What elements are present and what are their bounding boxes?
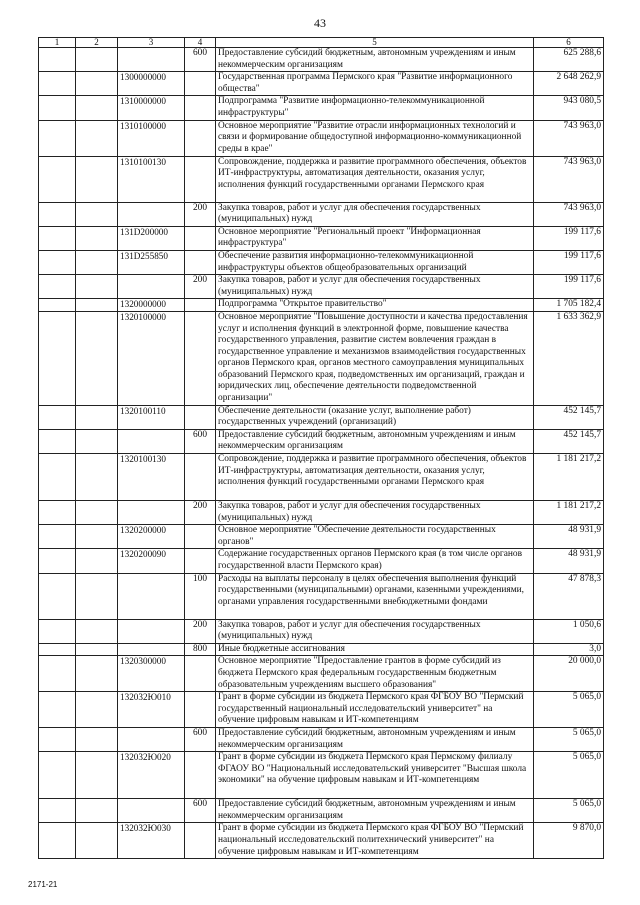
table-row: [39, 202, 604, 226]
col1-cell: [39, 823, 76, 859]
target-article-code: 1310100000: [118, 120, 185, 156]
expense-type-code: [185, 96, 216, 120]
target-article-code: 1320100000: [118, 311, 185, 405]
column-header: 1: [39, 38, 76, 48]
col1-cell: [39, 226, 76, 250]
table-row: [39, 405, 604, 429]
col1-cell: [39, 48, 76, 72]
target-article-code: 1320000000: [118, 299, 185, 312]
table-row: [39, 311, 604, 405]
target-article-code: 1320200000: [118, 525, 185, 549]
item-name: Закупка товаров, работ и услуг для обеспечения государственных (муниципальных) нужд: [216, 501, 534, 525]
table-row: [39, 275, 604, 299]
expense-type-code: [185, 525, 216, 549]
amount: 743 963,0: [534, 156, 604, 202]
col1-cell: [39, 250, 76, 274]
table-row: [39, 619, 604, 643]
expense-type-code: [185, 226, 216, 250]
target-article-code: [118, 643, 185, 656]
table-row: [39, 156, 604, 202]
document-footer-code: 2171-21: [28, 880, 58, 889]
amount: 452 145,7: [534, 429, 604, 453]
col2-cell: [76, 692, 118, 728]
item-name: Основное мероприятие "Развитие отрасли информационных технологий и связи и формирование общедоступной информационно-коммуникационной среды в крае": [216, 120, 534, 156]
item-name: Основное мероприятие "Повышение доступности и качества предоставления услуг и исполнения функций в электронной форме, повышение качества государственного управления, развитие систем вовлечения граждан в государственное управление и механизмов взаимодействия государственных органов Пермского края, органов местного самоуправления муниципальных образований Пермского края, подведомственных им организаций, граждан и юридических лиц, обеспечение деятельности подведомственной организации": [216, 311, 534, 405]
target-article-code: [118, 202, 185, 226]
expense-type-code: [185, 752, 216, 799]
item-name: Сопровождение, поддержка и развитие программного обеспечения, объектов ИТ-инфраструктуры, автоматизация деятельности, оказания услуг, исполнения функций государственными органами Пермского края: [216, 156, 534, 202]
expense-type-code: [185, 299, 216, 312]
amount: 2 648 262,9: [534, 72, 604, 96]
budget-table: [38, 37, 604, 859]
amount: 625 288,6: [534, 48, 604, 72]
table-row: [39, 752, 604, 799]
item-name: Расходы на выплаты персоналу в целях обеспечения выполнения функций государственными (муниципальными) органами, казенными учреждениями, органами управления государственными внебюджетными фондами: [216, 573, 534, 619]
item-name: Обеспечение деятельности (оказание услуг, выполнение работ) государственных учреждений (организаций): [216, 405, 534, 429]
column-header: 5: [216, 38, 534, 48]
expense-type-code: [185, 454, 216, 501]
target-article-code: 131D200000: [118, 226, 185, 250]
table-row: [39, 549, 604, 573]
col2-cell: [76, 573, 118, 619]
amount: 47 878,3: [534, 573, 604, 619]
target-article-code: 1320300000: [118, 656, 185, 692]
amount: 743 963,0: [534, 202, 604, 226]
target-article-code: 1310000000: [118, 96, 185, 120]
expense-type-code: 200: [185, 275, 216, 299]
target-article-code: 1310100130: [118, 156, 185, 202]
col1-cell: [39, 727, 76, 751]
target-article-code: [118, 727, 185, 751]
table-row: [39, 656, 604, 692]
col1-cell: [39, 202, 76, 226]
table-row: [39, 799, 604, 823]
col2-cell: [76, 549, 118, 573]
table-row: [39, 643, 604, 656]
table-row: [39, 299, 604, 312]
table-row: [39, 501, 604, 525]
col1-cell: [39, 525, 76, 549]
col2-cell: [76, 156, 118, 202]
col1-cell: [39, 573, 76, 619]
expense-type-code: [185, 692, 216, 728]
col2-cell: [76, 72, 118, 96]
col2-cell: [76, 226, 118, 250]
item-name: Содержание государственных органов Пермского края (в том числе органов государственной власти Пермского края): [216, 549, 534, 573]
col2-cell: [76, 525, 118, 549]
col1-cell: [39, 72, 76, 96]
col1-cell: [39, 799, 76, 823]
column-header: 6: [534, 38, 604, 48]
col1-cell: [39, 156, 76, 202]
item-name: Грант в форме субсидии из бюджета Пермского края ФГБОУ ВО "Пермский национальный исследовательский политехнический университет" на обучение цифровым навыкам и ИТ-компетенциям: [216, 823, 534, 859]
target-article-code: [118, 619, 185, 643]
col2-cell: [76, 96, 118, 120]
expense-type-code: [185, 549, 216, 573]
column-header: 3: [118, 38, 185, 48]
item-name: Грант в форме субсидии из бюджета Пермского края Пермскому филиалу ФГАОУ ВО "Национальный исследовательский университет "Высшая школа экономики" на обучение цифровым навыкам и ИТ-компетенциям: [216, 752, 534, 799]
expense-type-code: [185, 656, 216, 692]
target-article-code: 1320200090: [118, 549, 185, 573]
table-row: [39, 573, 604, 619]
amount: 199 117,6: [534, 250, 604, 274]
amount: 199 117,6: [534, 275, 604, 299]
col1-cell: [39, 299, 76, 312]
col1-cell: [39, 275, 76, 299]
column-header: 4: [185, 38, 216, 48]
expense-type-code: 200: [185, 501, 216, 525]
col2-cell: [76, 752, 118, 799]
col2-cell: [76, 299, 118, 312]
col2-cell: [76, 120, 118, 156]
col2-cell: [76, 275, 118, 299]
target-article-code: 1300000000: [118, 72, 185, 96]
expense-type-code: 600: [185, 727, 216, 751]
amount: 1 633 362,9: [534, 311, 604, 405]
item-name: Предоставление субсидий бюджетным, автономным учреждениям и иным некоммерческим организациям: [216, 48, 534, 72]
table-row: [39, 454, 604, 501]
expense-type-code: 600: [185, 48, 216, 72]
column-header: 2: [76, 38, 118, 48]
expense-type-code: 200: [185, 202, 216, 226]
target-article-code: [118, 799, 185, 823]
col1-cell: [39, 454, 76, 501]
col2-cell: [76, 643, 118, 656]
table-row: [39, 226, 604, 250]
col2-cell: [76, 311, 118, 405]
item-name: Основное мероприятие "Региональный проект "Информационная инфраструктура": [216, 226, 534, 250]
expense-type-code: [185, 120, 216, 156]
col2-cell: [76, 250, 118, 274]
table-row: [39, 429, 604, 453]
table-row: [39, 823, 604, 859]
amount: 199 117,6: [534, 226, 604, 250]
page-number: 43: [314, 16, 326, 30]
amount: 5 065,0: [534, 692, 604, 728]
table-row: [39, 120, 604, 156]
item-name: Предоставление субсидий бюджетным, автономным учреждениям и иным некоммерческим организациям: [216, 429, 534, 453]
item-name: Предоставление субсидий бюджетным, автономным учреждениям и иным некоммерческим организациям: [216, 727, 534, 751]
col1-cell: [39, 619, 76, 643]
amount: 452 145,7: [534, 405, 604, 429]
amount: 743 963,0: [534, 120, 604, 156]
item-name: Сопровождение, поддержка и развитие программного обеспечения, объектов ИТ-инфраструктуры, автоматизация деятельности, оказания услуг, исполнения функций государственными органами Пермского края: [216, 454, 534, 501]
item-name: Закупка товаров, работ и услуг для обеспечения государственных (муниципальных) нужд: [216, 619, 534, 643]
target-article-code: [118, 48, 185, 72]
target-article-code: 131D255850: [118, 250, 185, 274]
expense-type-code: 600: [185, 429, 216, 453]
item-name: Обеспечение развития информационно-телекоммуникационной инфраструктуры объектов общеобразовательных организаций: [216, 250, 534, 274]
amount: 1 181 217,2: [534, 454, 604, 501]
col1-cell: [39, 692, 76, 728]
table-row: [39, 250, 604, 274]
table-row: [39, 727, 604, 751]
table-row: [39, 72, 604, 96]
expense-type-code: [185, 72, 216, 96]
col1-cell: [39, 311, 76, 405]
expense-type-code: 600: [185, 799, 216, 823]
expense-type-code: 100: [185, 573, 216, 619]
target-article-code: 132032Ю010: [118, 692, 185, 728]
expense-type-code: [185, 156, 216, 202]
amount: 48 931,9: [534, 525, 604, 549]
target-article-code: 132032Ю020: [118, 752, 185, 799]
col2-cell: [76, 202, 118, 226]
col2-cell: [76, 727, 118, 751]
col2-cell: [76, 656, 118, 692]
amount: 1 705 182,4: [534, 299, 604, 312]
item-name: Закупка товаров, работ и услуг для обеспечения государственных (муниципальных) нужд: [216, 202, 534, 226]
col2-cell: [76, 619, 118, 643]
expense-type-code: 200: [185, 619, 216, 643]
amount: 1 181 217,2: [534, 501, 604, 525]
target-article-code: 1320100110: [118, 405, 185, 429]
target-article-code: [118, 573, 185, 619]
col1-cell: [39, 501, 76, 525]
amount: 3,0: [534, 643, 604, 656]
col1-cell: [39, 643, 76, 656]
amount: 1 050,6: [534, 619, 604, 643]
item-name: Закупка товаров, работ и услуг для обеспечения государственных (муниципальных) нужд: [216, 275, 534, 299]
item-name: Иные бюджетные ассигнования: [216, 643, 534, 656]
expense-type-code: [185, 250, 216, 274]
table-body: [39, 48, 604, 859]
col1-cell: [39, 752, 76, 799]
item-name: Государственная программа Пермского края "Развитие информационного общества": [216, 72, 534, 96]
item-name: Подпрограмма "Открытое правительство": [216, 299, 534, 312]
target-article-code: [118, 275, 185, 299]
amount: 48 931,9: [534, 549, 604, 573]
amount: 5 065,0: [534, 752, 604, 799]
col2-cell: [76, 48, 118, 72]
item-name: Предоставление субсидий бюджетным, автономным учреждениям и иным некоммерческим организациям: [216, 799, 534, 823]
col2-cell: [76, 501, 118, 525]
col2-cell: [76, 823, 118, 859]
amount: 943 080,5: [534, 96, 604, 120]
expense-type-code: [185, 823, 216, 859]
col2-cell: [76, 454, 118, 501]
target-article-code: [118, 501, 185, 525]
target-article-code: 1320100130: [118, 454, 185, 501]
item-name: Грант в форме субсидии из бюджета Пермского края ФГБОУ ВО "Пермский государственный национальный исследовательский университет" на обучение цифровым навыкам и ИТ-компетенциям: [216, 692, 534, 728]
col2-cell: [76, 405, 118, 429]
table-row: [39, 525, 604, 549]
expense-type-code: [185, 311, 216, 405]
table-row: [39, 692, 604, 728]
target-article-code: 132032Ю030: [118, 823, 185, 859]
expense-type-code: 800: [185, 643, 216, 656]
amount: 20 000,0: [534, 656, 604, 692]
col1-cell: [39, 120, 76, 156]
col1-cell: [39, 549, 76, 573]
col1-cell: [39, 656, 76, 692]
col2-cell: [76, 429, 118, 453]
col1-cell: [39, 96, 76, 120]
item-name: Основное мероприятие "Предоставление грантов в форме субсидий из бюджета Пермского края федеральным государственным бюджетным образовательным учреждениям высшего образования": [216, 656, 534, 692]
col1-cell: [39, 429, 76, 453]
target-article-code: [118, 429, 185, 453]
amount: 5 065,0: [534, 799, 604, 823]
table-row: [39, 48, 604, 72]
amount: 5 065,0: [534, 727, 604, 751]
table-row: [39, 96, 604, 120]
item-name: Основное мероприятие "Обеспечение деятельности государственных органов": [216, 525, 534, 549]
amount: 9 870,0: [534, 823, 604, 859]
col1-cell: [39, 405, 76, 429]
column-number-row: [39, 38, 604, 48]
item-name: Подпрограмма "Развитие информационно-телекоммуникационной инфраструктуры": [216, 96, 534, 120]
expense-type-code: [185, 405, 216, 429]
col2-cell: [76, 799, 118, 823]
